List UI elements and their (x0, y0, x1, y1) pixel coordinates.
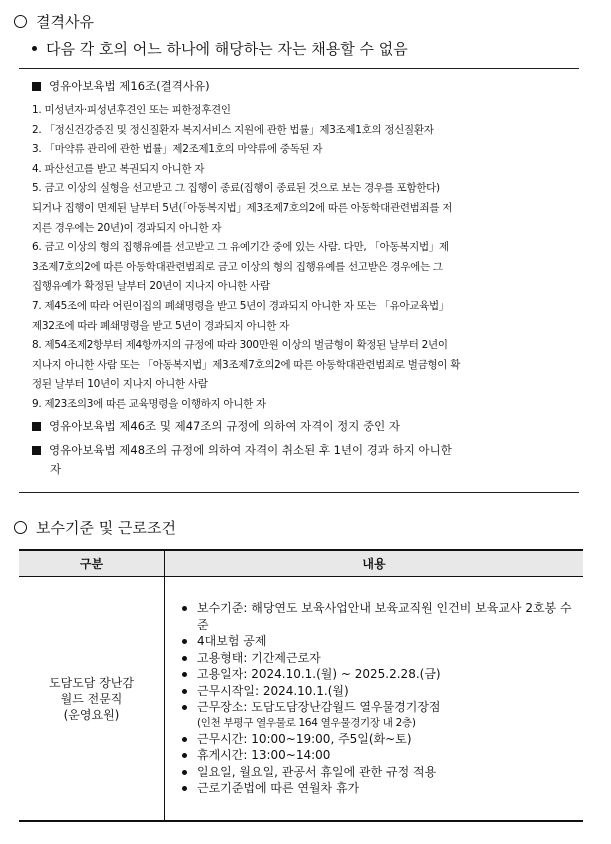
revoked-clause (32, 441, 572, 479)
list-item: 보수기준: 해당연도 보육사업안내 보육교직원 인건비 보육교사 2호봉 수준 (179, 600, 573, 633)
section-title: 결격사유 (36, 13, 94, 31)
list-item: 5. 금고 이상의 실형을 선고받고 그 집행이 종료(집행이 종료된 것으로 보는 경우를 포함한다) (32, 182, 440, 195)
circle-icon (14, 15, 27, 28)
list-item: 8. 제54조제2항부터 제4항까지의 규정에 따라 300만원 이상의 벌금형이 확정된 날부터 2년이 (32, 339, 448, 352)
header-category: 구분 (19, 550, 165, 577)
box-bottom-border (19, 492, 579, 493)
list-item: 4대보험 공제 (179, 633, 573, 650)
row-label-line: 도담도담 장난감 (49, 675, 134, 690)
law-title (32, 78, 210, 94)
list-item: 집행유예가 확정된 날부터 20년이 지나지 아니한 사람 (32, 280, 270, 293)
row-label (19, 577, 165, 822)
list-item: 지른 경우에는 20년)이 경과되지 아니한 자 (32, 221, 222, 234)
row-label-line: (운영요원) (63, 707, 120, 722)
list-item: 근무시간: 10:00~19:00, 주5일(화~토) (179, 731, 573, 748)
section-title: 보수기준 및 근로조건 (36, 519, 176, 537)
list-item: 고용일자: 2024.10.1.(월) ~ 2025.2.28.(금) (179, 666, 573, 683)
row-label-line: 월드 전문직 (60, 691, 123, 706)
header-content: 내용 (165, 550, 584, 577)
list-item: 3조제7호의2에 따른 아동학대관련범죄로 금고 이상의 형의 집행유예를 선고받은 경우에는 그 (32, 260, 443, 273)
list-item: 휴게시간: 13:00~14:00 (179, 747, 573, 764)
list-item: 정된 날부터 10년이 지나지 아니한 사람 (32, 378, 208, 391)
section-pay-heading (14, 517, 176, 538)
row-content (165, 577, 584, 822)
list-item: 3. 「마약류 관리에 관한 법률」제2조제1호의 마약류에 중독된 자 (32, 143, 323, 156)
list-item: 근무시작일: 2024.10.1.(월) (179, 683, 573, 700)
table-header-row (19, 550, 583, 577)
list-item: 지나지 아니한 사람 또는 「아동복지법」제3조제7호의2에 따른 아동학대관련범죄로 벌금형이 확 (32, 358, 461, 371)
list-item: 근무장소: 도담도담장난감월드 열우물경기장점 (179, 699, 573, 716)
list-item: 2. 「정신건강증진 및 정신질환자 복지서비스 지원에 관한 법률」제3조제1호의 정신질환자 (32, 123, 434, 136)
law-title-text: 영유아보육법 제16조(결격사유) (49, 79, 210, 93)
list-item: 근로기준법에 따른 연월차 휴가 (179, 780, 573, 797)
list-item: 되거나 집행이 면제된 날부터 5년(「아동복지법」제3조제7호의2에 따른 아동학대관련범죄를 저 (32, 201, 453, 214)
list-item: 6. 금고 이상의 형의 집행유예를 선고받고 그 유예기간 중에 있는 사람. 다만, 「아동복지법」제 (32, 241, 449, 254)
list-item: 4. 파산선고를 받고 복권되지 아니한 자 (32, 162, 205, 175)
list-item: 고용형태: 기간제근로자 (179, 650, 573, 667)
list-item: 1. 미성년자·피성년후견인 또는 피한정후견인 (32, 104, 231, 116)
section-disqualification-heading (14, 11, 94, 32)
list-item: 7. 제45조에 따라 어린이집의 폐쇄명령을 받고 5년이 경과되지 아니한 자 또는 「유아교육법」 (32, 299, 450, 312)
summary-text: 다음 각 호의 어느 하나에 해당하는 자는 채용할 수 없음 (46, 40, 408, 58)
list-item: 제32조에 따라 폐쇄명령을 받고 5년이 경과되지 아니한 자 (32, 319, 289, 332)
revoked-text-1: 영유아보육법 제48조의 규정에 의하여 자격이 취소된 후 1년이 경과 하지 아니한 (49, 443, 452, 457)
disqualification-summary (32, 38, 408, 59)
circle-icon (14, 521, 27, 534)
square-bullet-icon (32, 446, 41, 455)
square-bullet-icon (32, 82, 41, 91)
suspended-text: 영유아보육법 제46조 및 제47조의 규정에 의하여 자격이 정지 중인 자 (49, 419, 400, 433)
list-item: 일요일, 월요일, 관공서 휴일에 관한 규정 적용 (179, 764, 573, 781)
bullet-icon (32, 46, 37, 51)
square-bullet-icon (32, 422, 41, 431)
conditions-list (179, 600, 573, 797)
table-row (19, 577, 583, 822)
box-top-border (19, 68, 579, 69)
revoked-text-2: 자 (50, 462, 62, 476)
address-note: (인천 부평구 열우물로 164 열우물경기장 내 2층) (197, 716, 416, 729)
suspended-clause (32, 417, 572, 436)
disqualification-list (32, 101, 570, 415)
pay-conditions-table (19, 549, 583, 822)
list-item: 9. 제23조의3에 따른 교육명령을 이행하지 아니한 자 (32, 397, 266, 410)
